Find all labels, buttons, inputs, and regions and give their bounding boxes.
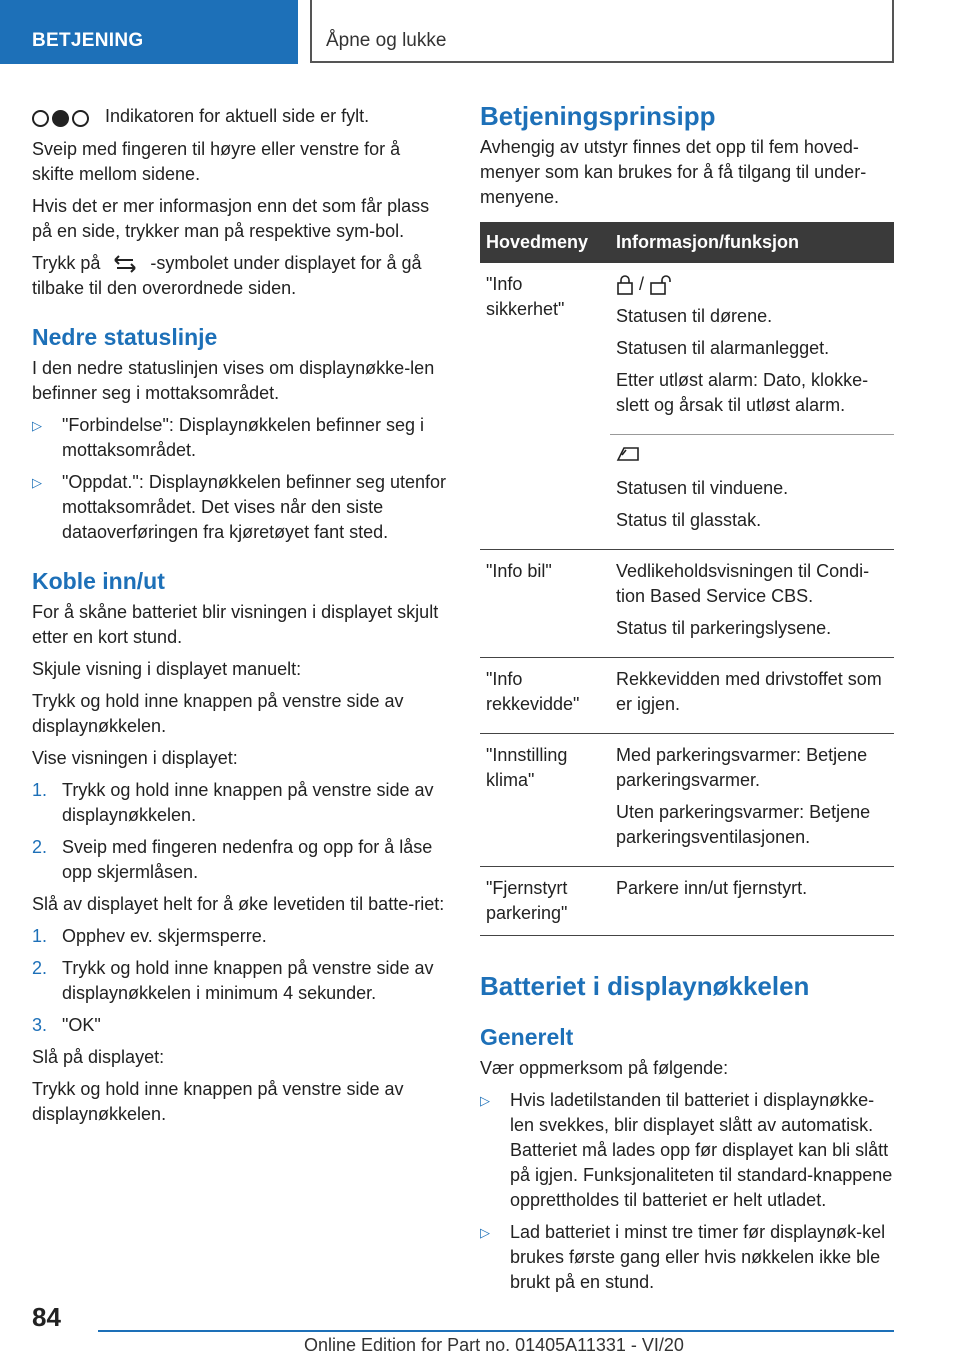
table-cell-menu: "Innstilling klima" — [480, 734, 610, 867]
header-chapter-tab — [310, 0, 894, 63]
table-header-menu: Hovedmeny — [480, 222, 610, 263]
koble-p6: Slå på displayet: — [32, 1046, 165, 1067]
indicator-paragraph — [32, 104, 446, 130]
footer-divider — [98, 1330, 894, 1332]
table-cell-menu: "Info sikkerhet" — [480, 263, 610, 550]
table-row — [480, 550, 894, 658]
table-row — [480, 658, 894, 734]
status-heading: Nedre statuslinje — [32, 323, 218, 350]
batteri-heading: Batteriet i displaynøkkelen — [480, 971, 810, 1001]
lock-closed-icon — [616, 275, 634, 295]
indicator-text: Indikatoren for aktuell side er fylt. — [105, 106, 370, 126]
table-header-row — [480, 222, 894, 263]
list-item: 2. Trykk og hold inne knappen på venstre side av displaynøkkelen i minimum 4 sekunder. — [32, 957, 434, 1003]
table-cell-menu: "Info rekkevidde" — [480, 658, 610, 734]
generelt-intro: Vær oppmerksom på følgende: — [480, 1058, 729, 1078]
lock-icons-line: / — [616, 272, 888, 297]
header-section-label: BETJENING — [32, 30, 144, 51]
left-column — [32, 104, 446, 1134]
triangle-bullet-icon: ▷ — [480, 1093, 490, 1108]
table-cell-info: / Statusen til dørene. Statusen til alarmanlegget. Etter utløst alarm: Dato, klokke‐slett og årsak til utløst alarm. — [610, 263, 894, 435]
koble-p7: Trykk og hold inne knappen på venstre side av displaynøkkelen. — [32, 1078, 404, 1124]
table-row — [480, 263, 894, 435]
back-paragraph: Trykk på -symbolet under displayet for å gå tilbake til den overordnede siden. — [32, 252, 422, 298]
list-item: 2. Sveip med fingeren nedenfra og opp for å låse opp skjermlåsen. — [32, 836, 433, 882]
triangle-bullet-icon: ▷ — [480, 1225, 490, 1240]
page-number: 84 — [32, 1302, 61, 1332]
lock-open-icon — [649, 275, 675, 295]
table-cell-info: Med parkeringsvarmer: Betjene parkeringsvarmer. Uten parkeringsvarmer: Betjene parkeringsventilasjonen. — [610, 734, 894, 867]
table-header-info: Informasjon/funksjon — [610, 222, 894, 263]
generelt-heading: Generelt — [480, 1024, 574, 1050]
table-cell-info: Statusen til vinduene. Status til glasstak. — [610, 435, 894, 550]
triangle-bullet-icon: ▷ — [32, 474, 42, 490]
list-item: ▷ "Forbindelse": Displaynøkkelen befinner seg i mottaksområdet. — [32, 414, 424, 460]
koble-p1: For å skåne batteriet blir visningen i displayet skjult etter en kort stund. — [32, 601, 439, 647]
triangle-bullet-icon: ▷ — [32, 417, 42, 433]
koble-p5: Slå av displayet helt for å øke levetiden til batte‐riet: — [32, 893, 445, 914]
table-cell-info: Vedlikeholdsvisningen til Condi‐tion Based Service CBS. Status til parkeringslysene. — [610, 550, 894, 658]
table-row — [480, 734, 894, 867]
table-cell-menu: "Fjernstyrt parkering" — [480, 867, 610, 936]
prinsipp-heading: Betjeningsprinsipp — [480, 101, 716, 131]
page-indicator-dots-icon — [32, 105, 92, 130]
header-section-tab — [0, 0, 298, 64]
koble-p3: Trykk og hold inne knappen på venstre side av displaynøkkelen. — [32, 690, 404, 736]
list-item: ▷ "Oppdat.": Displaynøkkelen befinner seg utenfor mottaksområdet. Det vises når den siste dataoverføringen fra kjøretøyet fant sted. — [32, 471, 446, 542]
list-item: ▷ Hvis ladetilstanden til batteriet i displaynøkke‐len svekkes, blir displayet slått av automatisk. Batteriet må lades opp før displayet kan bli slått på igjen. Funksjonaliteten til standard‐knappene opprettholdes til batteriet er helt utladet. — [480, 1090, 893, 1210]
back-arrow-icon — [111, 255, 139, 273]
table-cell-info: Parkere inn/ut fjernstyrt. — [610, 867, 894, 936]
prinsipp-intro: Avhengig av utstyr finnes det opp til fem hoved‐menyer som kan brukes for å få tilgang til under‐menyene. — [480, 137, 867, 207]
status-intro: I den nedre statuslinjen vises om displaynøkke‐len befinner seg i mottaksområdet. — [32, 357, 435, 403]
car-window-icon — [616, 444, 640, 462]
list-item: 3. "OK" — [32, 1014, 101, 1035]
list-item: ▷ Lad batteriet i minst tre timer før displaynøk‐kel brukes første gang eller hvis nøkkelen ikke ble brukt på en stund. — [480, 1222, 886, 1292]
more-info-paragraph: Hvis det er mer informasjon enn det som får plass på en side, trykker man på respektive sym‐bol. — [32, 195, 430, 241]
menu-table — [480, 222, 894, 936]
table-row — [480, 867, 894, 936]
koble-heading: Koble inn/ut — [32, 567, 165, 594]
koble-p2: Skjule visning i displayet manuelt: — [32, 658, 302, 679]
koble-p4: Vise visningen i displayet: — [32, 747, 238, 768]
list-item: 1. Trykk og hold inne knappen på venstre side av displaynøkkelen. — [32, 779, 434, 825]
table-cell-menu: "Info bil" — [480, 550, 610, 658]
footer-edition: Online Edition for Part no. 01405A11331 - VI/20 — [304, 1335, 684, 1355]
swipe-paragraph: Sveip med fingeren til høyre eller venstre for å skifte mellom sidene. — [32, 138, 401, 184]
table-cell-info: Rekkevidden med drivstoffet som er igjen. — [610, 658, 894, 734]
list-item: 1. Opphev ev. skjermsperre. — [32, 925, 267, 946]
header-chapter-label: Åpne og lukke — [326, 30, 447, 51]
right-column — [480, 101, 894, 1302]
